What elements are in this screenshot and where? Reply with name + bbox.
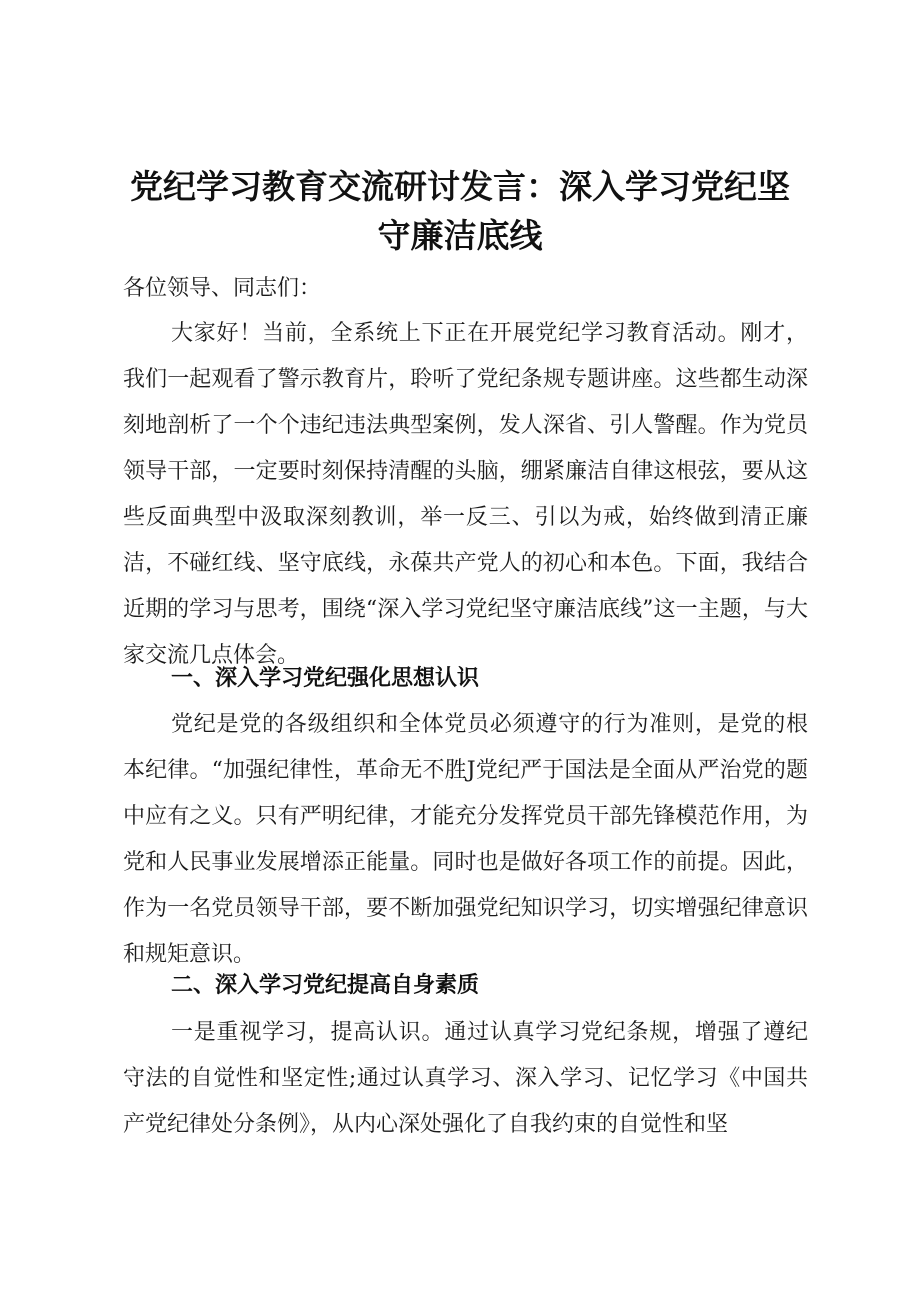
section-1-heading: 一、深入学习党纪强化思想认识 xyxy=(171,666,480,691)
section-2-heading: 二、深入学习党纪提高自身素质 xyxy=(171,973,480,998)
document-title xyxy=(100,162,820,260)
section-1-paragraph: 党纪是党的各级组织和全体党员必须遵守的行为准则，是党的根本纪律。“加强纪律性，革命无不胜J党纪严于国法是全面从严治党的题中应有之义。只有严明纪律，才能充分发挥党员干部先锋模范作用，为党和人民事业发展增添正能量。同时也是做好各项工作的前提。因此，作为一名党员领导干部，要不断加强党纪知识学习，切实增强纪律意识和规矩意识。 xyxy=(123,712,808,967)
title-line-2: 守廉洁底线 xyxy=(377,216,543,255)
title-line-1: 党纪学习教育交流研讨发言：深入学习党纪坚 xyxy=(130,167,790,206)
section-2-paragraph: 一是重视学习，提高认识。通过认真学习党纪条规，增强了遵纪守法的自觉性和坚定性;通过认真学习、深入学习、记忆学习《中国共产党纪律处分条例》，从内心深处强化了自我约束的自觉性和坚 xyxy=(123,1020,808,1137)
salutation: 各位领导、同志们： xyxy=(123,276,322,301)
intro-paragraph: 大家好！当前，全系统上下正在开展党纪学习教育活动。刚才，我们一起观看了警示教育片，聆听了党纪条规专题讲座。这些都生动深刻地剖析了一个个违纪违法典型案例，发人深省、引人警醒。作为党员领导干部，一定要时刻保持清醒的头脑，绷紧廉洁自律这根弦，要从这些反面典型中汲取深刻教训，举一反三、引以为戒，始终做到清正廉洁，不碰红线、坚守底线，永葆共产党人的初心和本色。下面，我结合近期的学习与思考，围绕“深入学习党纪坚守廉洁底线”这一主题，与大家交流几点体会。 xyxy=(123,321,808,668)
